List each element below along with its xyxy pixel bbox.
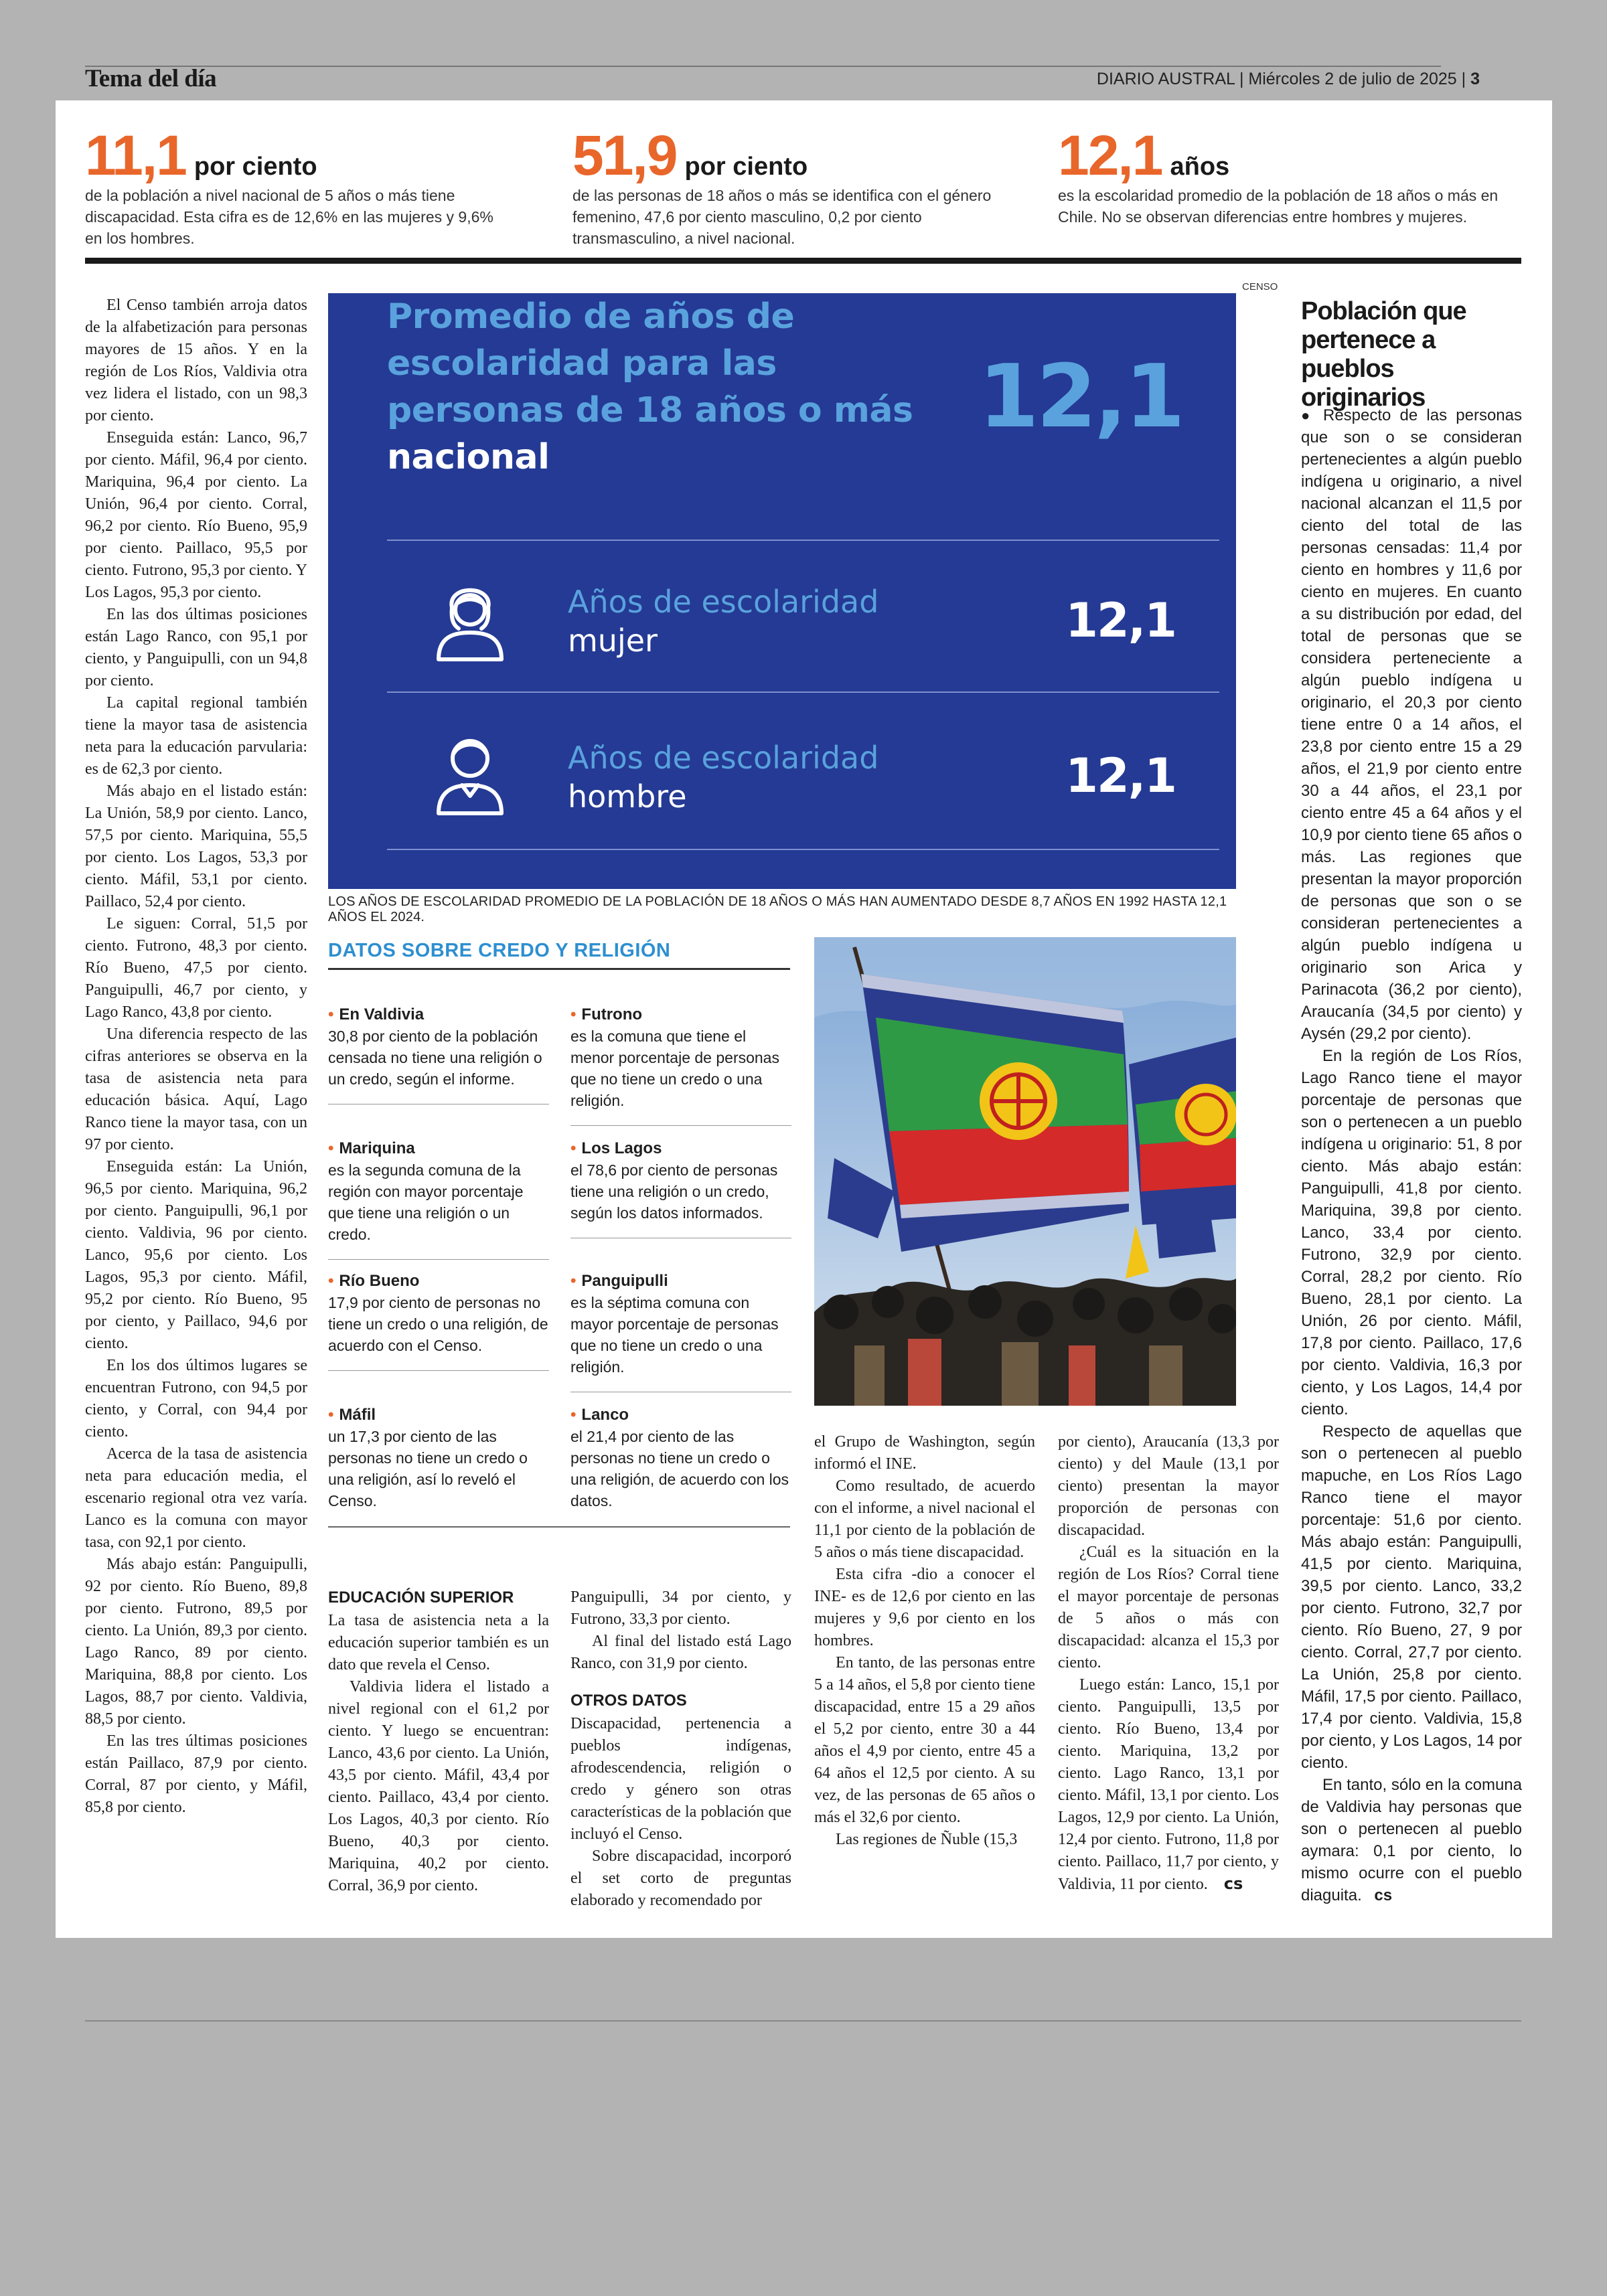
title-line: nacional (387, 437, 550, 477)
paragraph-text: Luego están: Lanco, 15,1 por ciento. Panguipulli, 13,5 por ciento. Río Bueno, 13,4 por ciento. Mariquina, 13,2 por ciento. Lago Ranco, 13,1 por ciento. Máfil, 13,1 por ciento. Los Lagos, 12,9 por ciento. La Unión, 12,4 por ciento. Futrono, 11,8 por ciento. Paillaco, 11,7 por ciento, y Valdivia, 11 por ciento. (1058, 1676, 1279, 1893)
stat-value: 11,1 (85, 124, 186, 187)
religion-item: • Río Bueno 17,9 por ciento de personas no tiene un credo o una religión, de acuerdo con el Censo. (328, 1270, 549, 1356)
infographic-caption: LOS AÑOS DE ESCOLARIDAD PROMEDIO DE LA POBLACIÓN DE 18 AÑOS O MÁS HAN AUMENTADO DESDE 8,7 AÑOS EN 1992 HASTA 12,1 AÑOS EL 2024. (328, 894, 1227, 924)
religion-item-title: En Valdivia (339, 1005, 425, 1023)
title-line: Promedio de años de (387, 297, 795, 337)
religion-item-text: el 78,6 por ciento de personas tiene una religión o un credo, según los datos informados. (570, 1161, 778, 1222)
stat-value: 12,1 (1058, 124, 1162, 187)
stat-schooling (1058, 124, 1513, 228)
paragraph-text: En tanto, sólo en la comuna de Valdivia hay personas que son o pertenecen al pueblo aymara: 0,1 por ciento, lo mismo ocurre con el pueblo diaguita. (1301, 1776, 1522, 1904)
paragraph: Valdivia lidera el listado a nivel regional con el 61,2 por ciento. Y luego se encuentran: Lanco, 43,6 por ciento. La Unión, 43,5 por ciento. Máfil, 43,4 por ciento. Paillaco, 43,4 por ciento. Los Lagos, 40,3 por ciento. Río Bueno, 40,3 por ciento. Mariquina, 40,2 por ciento. Corral, 36,9 por ciento. (328, 1678, 549, 1894)
paragraph: Le siguen: Corral, 51,5 por ciento. Futrono, 48,3 por ciento. Río Bueno, 47,5 por ciento. Panguipulli, 46,7 por ciento, y Lago Ranco, 43,8 por ciento. (85, 915, 307, 1021)
end-mark: cs (1374, 1886, 1393, 1904)
religion-item-text: un 17,3 por ciento de las personas no tiene un credo o una religión, así lo reveló el Censo. (328, 1428, 528, 1509)
woman-icon (432, 571, 509, 668)
subheading: EDUCACIÓN SUPERIOR (328, 1588, 514, 1607)
label-line: Años de escolaridad (568, 584, 879, 620)
paragraph: En la región de Los Ríos, Lago Ranco tiene el mayor porcentaje de personas que son o pertenecen a un pueblo indígena u originario: 51, 8 por ciento. Más abajo están: Panguipulli, 41,8 por ciento. Mariquina, 39,8 por ciento. Lanco, 33,4 por ciento. Futrono, 32,9 por ciento. Corral, 28,2 por ciento. Río Bueno, 28,1 por ciento. La Unión, 26 por ciento. Máfil, 17,8 por ciento. Paillaco, 17,6 por ciento. Valdivia, 16,3 por ciento, y Los Lagos, 14,4 por ciento. (1301, 1047, 1522, 1418)
footer-rule (85, 2020, 1521, 2022)
man-label (568, 738, 878, 816)
religion-item-text: 30,8 por ciento de la población censada no tiene una religión o un credo, según el informe. (328, 1028, 542, 1088)
religion-bottom-rule (328, 1526, 790, 1528)
paragraph: En los dos últimos lugares se encuentran Futrono, con 94,5 por ciento, y Corral, con 94,4 por ciento. (85, 1357, 307, 1441)
divider (387, 540, 1219, 541)
page-number: 3 (1470, 70, 1480, 88)
paragraph: Esta cifra -dio a conocer el INE- es de 12,6 por ciento en las mujeres y 9,6 por ciento en los hombres. (814, 1566, 1035, 1649)
religion-item: • Máfil un 17,3 por ciento de las personas no tiene un credo o una religión, así lo reveló el Censo. (328, 1406, 528, 1509)
paragraph: por ciento), Araucanía (13,3 por ciento) y del Maule (13,1 por ciento) presentan la mayor proporción de personas con discapacidad. (1058, 1433, 1279, 1539)
religion-item-text: es la comuna que tiene el menor porcentaje de personas que no tiene un credo o una religión. (570, 1028, 779, 1109)
religion-item: • Mariquina es la segunda comuna de la región con mayor porcentaje que tiene una religión o un credo. (328, 1138, 549, 1245)
article-column-5 (1058, 1431, 1279, 1896)
paragraph (1058, 1674, 1279, 1896)
religion-rule (328, 968, 790, 970)
paragraph: Más abajo están: Panguipulli, 92 por ciento. Río Bueno, 89,8 por ciento. Futrono, 89,5 por ciento. La Unión, 89,3 por ciento. Lago Ranco, 89 por ciento. Mariquina, 88,8 por ciento. Los Lagos, 88,7 por ciento. Valdivia, 88,5 por ciento. (85, 1556, 307, 1728)
paragraph: el Grupo de Washington, según informó el INE. (814, 1433, 1035, 1473)
label-line: mujer (568, 623, 658, 659)
bullet-icon: ● (1301, 407, 1314, 424)
paragraph-text: Respecto de las personas que son o se consideran pertenecientes a algún pueblo indígena u originario, a nivel nacional alcanzan el 11,5 por ciento del total de las personas censadas: 11,4 por ciento en hombres y 11,6 por ciento en mujeres. En cuanto a su distribución por edad, del total de personas que se considera perteneciente a algún pueblo indígena u originario, el 20,3 por ciento tiene entre 0 a 14 años, el 23,8 por ciento entre 15 a 29 años, el 21,9 por ciento entre 30 a 44 años, el 23,1 por ciento entre 45 a 64 años y el 10,9 por ciento tiene 65 años o más. Las regiones que presentan la mayor proporción de personas que son o se consideran pertenecientes a algún pueblo indígena u originario son Arica y Parinacota (36,2 por ciento), Araucanía (34,5 por ciento) y Aysén (29,2 por ciento). (1301, 406, 1523, 1043)
religion-item: • Los Lagos el 78,6 por ciento de personas tiene una religión o un credo, según los datos informados. (570, 1138, 791, 1224)
stat-gender (572, 124, 994, 249)
article-column-4 (814, 1431, 1035, 1851)
section-title: Tema del día (85, 65, 217, 92)
title-line: escolaridad para las (387, 343, 777, 384)
end-mark: cs (1223, 1874, 1243, 1893)
infographic-title (387, 293, 913, 481)
title-line: personas de 18 años o más (387, 390, 913, 430)
stat-text: de la población a nivel nacional de 5 años o más tiene discapacidad. Esta cifra es de 12,6% en las mujeres y 9,6% en los hombres. (85, 187, 493, 247)
publication-name: DIARIO AUSTRAL (1096, 70, 1235, 88)
stat-unit: años (1170, 153, 1230, 181)
stat-text: de las personas de 18 años o más se identifica con el género femenino, 47,6 por ciento masculino, 0,2 por ciento transmasculino, a nivel nacional. (572, 187, 992, 247)
paragraph: Las regiones de Ñuble (15,3 (836, 1831, 1018, 1848)
paragraph: Una diferencia respecto de las cifras anteriores se observa en la tasa de asistencia neta para educación básica. Aquí, Lago Ranco tiene la mayor tasa, con un 97 por ciento. (85, 1026, 307, 1153)
paragraph: La capital regional también tiene la mayor tasa de asistencia neta para la educación parvularia: es de 62,3 por ciento. (85, 694, 307, 778)
paragraph: Acerca de la tasa de asistencia neta para educación media, el escenario regional otra vez varía. Lanco es la comuna con mayor tasa, con 92,1 por ciento. (85, 1445, 307, 1551)
religion-item-title: Río Bueno (339, 1272, 420, 1290)
religion-item-title: Futrono (581, 1005, 643, 1023)
paragraph: El Censo también arroja datos de la alfabetización para personas mayores de 15 años. Y en la región de Los Ríos, Valdivia otra vez lidera el listado, con un 98,3 por ciento. (85, 297, 307, 424)
paragraph: Más abajo en el listado están: La Unión, 58,9 por ciento. Lanco, 57,5 por ciento. Mariquina, 55,5 por ciento. Los Lagos, 53,3 por ciento. Máfil, 53,1 por ciento. Paillaco, 52,4 por ciento. (85, 783, 307, 910)
label-line: Años de escolaridad (568, 740, 879, 776)
issue-date: | Miércoles 2 de julio de 2025 | (1239, 70, 1466, 88)
paragraph (1301, 1774, 1522, 1906)
paragraph: En las tres últimas posiciones están Paillaco, 87,9 por ciento. Corral, 87 por ciento, y Máfil, 85,8 por ciento. (85, 1732, 307, 1816)
paragraph: Al final del listado está Lago Ranco, con 31,9 por ciento. (570, 1633, 791, 1672)
religion-item-text: 17,9 por ciento de personas no tiene un credo o una religión, de acuerdo con el Censo. (328, 1294, 548, 1354)
religion-item-title: Máfil (339, 1406, 376, 1424)
article-column-3 (570, 1586, 791, 1912)
article-column-2 (328, 1586, 549, 1897)
paragraph: Respecto de aquellas que son o pertenecen al pueblo mapuche, en Los Ríos Lago Ranco tiene el mayor porcentaje: 51,6 por ciento. Más abajo están: Panguipulli, 41,5 por ciento. Mariquina, 39,5 por ciento. Lanco, 33,2 por ciento. Futrono, 32,7 por ciento. Río Bueno, 27, 9 por ciento. Corral, 27,7 por ciento. La Unión, 25,8 por ciento. Máfil, 17,5 por ciento. Paillaco, 17,4 por ciento. Valdivia, 15,8 por ciento, y Los Lagos, 14 por ciento. (1301, 1422, 1522, 1772)
stats-divider (85, 258, 1521, 264)
subheading: OTROS DATOS (570, 1692, 687, 1710)
man-icon (432, 725, 509, 822)
man-value: 12,1 (1065, 748, 1176, 803)
stat-value: 51,9 (572, 124, 677, 187)
mapuche-flags-photo (814, 937, 1236, 1406)
paragraph: Discapacidad, pertenencia a pueblos indígenas, afrodescendencia, religión o credo y género son otras características de la población que incluyó el Censo. (570, 1715, 791, 1843)
paragraph: Enseguida están: La Unión, 96,5 por ciento. Mariquina, 96,2 por ciento. Panguipulli, 96,1 por ciento. Valdivia, 96 por ciento. Lanco, 95,6 por ciento. Los Lagos, 95,3 por ciento. Máfil, 95,2 por ciento. Río Bueno, 95 por ciento, y Paillaco, 94,6 por ciento. (85, 1158, 307, 1352)
paragraph: La tasa de asistencia neta a la educación superior también es un dato que revela el Censo. (328, 1612, 549, 1673)
paragraph (1301, 404, 1522, 1045)
paragraph: ¿Cuál es la situación en la región de Los Ríos? Corral tiene el mayor porcentaje de personas de 5 años o más con discapacidad: alcanza el 15,3 por ciento. (1058, 1544, 1279, 1671)
religion-item-text: el 21,4 por ciento de las personas no tiene un credo o una religión, de acuerdo con los datos. (570, 1428, 789, 1509)
label-line: hombre (568, 778, 687, 815)
sidebar-column (1301, 404, 1522, 1906)
woman-label (568, 582, 878, 660)
religion-item: • Lanco el 21,4 por ciento de las personas no tiene un credo o una religión, de acuerdo con los datos. (570, 1406, 789, 1509)
religion-item-title: Lanco (581, 1406, 629, 1424)
religion-item-title: Mariquina (339, 1139, 415, 1157)
stat-unit: por ciento (194, 153, 317, 181)
header-top-rule (85, 66, 1441, 67)
paragraph: En las dos últimas posiciones están Lago Ranco, con 95,1 por ciento, y Panguipulli, con un 94,8 por ciento. (85, 606, 307, 689)
religion-heading: DATOS SOBRE CREDO Y RELIGIÓN (328, 940, 671, 961)
divider (387, 691, 1219, 693)
paragraph: Panguipulli, 34 por ciento, y Futrono, 33,3 por ciento. (570, 1588, 791, 1628)
schooling-infographic (328, 293, 1236, 889)
divider (387, 849, 1219, 850)
paragraph: Sobre discapacidad, incorporó el set corto de preguntas elaborado y recomendado por (570, 1848, 791, 1909)
religion-item-title: Los Lagos (581, 1139, 662, 1157)
religion-item-text: es la séptima comuna con mayor porcentaje de personas que no tiene un credo o una religión. (570, 1294, 779, 1376)
stat-disability (85, 124, 507, 249)
religion-item: • Futrono es la comuna que tiene el menor porcentaje de personas que no tiene un credo o una religión. (570, 1004, 791, 1111)
paragraph: Como resultado, de acuerdo con el informe, a nivel nacional el 11,1 por ciento de la población de 5 años o más tiene discapacidad. (814, 1477, 1035, 1561)
national-value: 12,1 (978, 345, 1182, 447)
paragraph: En tanto, de las personas entre 5 a 14 años, el 5,8 por ciento tiene discapacidad, entre 15 a 29 años el 5,2 por ciento, entre 30 a 44 años el 4,9 por ciento, entre 45 a 64 años el 12,5 por ciento. A su vez, de las personas de 65 años o más el 32,6 por ciento. (814, 1654, 1035, 1826)
stat-unit: por ciento (684, 153, 808, 181)
religion-item: • Panguipulli es la séptima comuna con mayor porcentaje de personas que no tiene un credo o una religión. (570, 1270, 791, 1378)
source-label: CENSO (1242, 281, 1278, 293)
woman-value: 12,1 (1065, 593, 1176, 648)
religion-item-title: Panguipulli (581, 1272, 668, 1290)
article-column-1 (85, 295, 307, 1819)
religion-item: • En Valdivia 30,8 por ciento de la población censada no tiene una religión o un credo, según el informe. (328, 1004, 549, 1090)
sidebar-heading: Población que pertenece a pueblos originarios (1301, 297, 1466, 412)
stat-text: es la escolaridad promedio de la población de 18 años o más en Chile. No se observan diferencias entre hombres y mujeres. (1058, 187, 1499, 226)
paragraph: Enseguida están: Lanco, 96,7 por ciento. Máfil, 96,4 por ciento. Mariquina, 96,4 por ciento. La Unión, 96,4 por ciento. Corral, 96,2 por ciento. Río Bueno, 95,9 por ciento. Paillaco, 95,5 por ciento. Futrono, 95,3 por ciento. Y Los Lagos, 95,3 por ciento. (85, 429, 307, 601)
folio (1097, 70, 1480, 89)
religion-item-text: es la segunda comuna de la región con mayor porcentaje que tiene una religión o un credo. (328, 1161, 524, 1243)
